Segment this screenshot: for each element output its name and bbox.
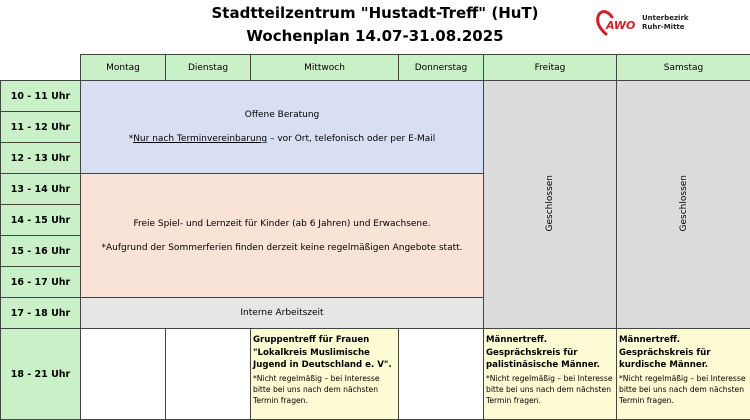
day-header-freitag: Freitag <box>484 55 617 81</box>
page-subtitle: Wochenplan 14.07-31.08.2025 <box>120 27 630 45</box>
evening-montag <box>81 329 166 420</box>
evening-freitag-event <box>484 329 617 420</box>
event-note: *Nicht regelmäßig – bei Interesse bitte bei uns nach dem nächsten Termin fragen. <box>486 373 613 406</box>
block-offene-beratung <box>81 81 484 174</box>
time-label: 18 - 21 Uhr <box>1 329 81 420</box>
event-title: Männertreff. Gesprächskreis für palistinäsische Männer. <box>486 334 613 372</box>
evening-dienstag <box>166 329 251 420</box>
day-header-montag: Montag <box>81 55 166 81</box>
day-header-samstag: Samstag <box>617 55 750 81</box>
time-label: 15 - 16 Uhr <box>1 236 81 267</box>
awo-logo <box>596 8 706 38</box>
logo-org <box>642 14 689 32</box>
day-header-dienstag: Dienstag <box>166 55 251 81</box>
block-interne-arbeitszeit: Interne Arbeitszeit <box>81 298 484 329</box>
block-closed-friday <box>484 81 617 329</box>
block-closed-saturday <box>617 81 750 329</box>
spiel-title: Freie Spiel- und Lernzeit für Kinder (ab 6 Jahren) und Erwachsene. <box>81 219 483 229</box>
evening-mittwoch-event <box>251 329 399 420</box>
time-label: 17 - 18 Uhr <box>1 298 81 329</box>
evening-donnerstag <box>399 329 484 420</box>
logo-org-line2: Ruhr-Mitte <box>642 23 689 32</box>
weekly-schedule-table <box>0 54 750 420</box>
time-label: 16 - 17 Uhr <box>1 267 81 298</box>
closed-label: Geschlossen <box>679 175 689 231</box>
block-freie-spielzeit <box>81 174 484 298</box>
closed-label: Geschlossen <box>545 175 555 231</box>
corner-cell <box>1 55 81 81</box>
spiel-note: *Aufgrund der Sommerferien finden derzeit keine regelmäßigen Angebote statt. <box>81 243 483 253</box>
time-label: 13 - 14 Uhr <box>1 174 81 205</box>
evening-samstag-event <box>617 329 750 420</box>
event-title: Männertreff. Gesprächskreis für kurdische Männer. <box>619 334 747 372</box>
logo-org-line1: Unterbezirk <box>642 14 689 23</box>
time-label: 11 - 12 Uhr <box>1 112 81 143</box>
event-note: *Nicht regelmäßig – bei Interesse bitte bei uns nach dem nächsten Termin fragen. <box>619 373 747 406</box>
time-label: 14 - 15 Uhr <box>1 205 81 236</box>
beratung-title: Offene Beratung <box>81 110 483 120</box>
day-header-donnerstag: Donnerstag <box>399 55 484 81</box>
time-label: 12 - 13 Uhr <box>1 143 81 174</box>
beratung-note: *Nur nach Terminvereinbarung – vor Ort, telefonisch oder per E-Mail <box>81 134 483 144</box>
event-note: *Nicht regelmäßig – bei Interesse bitte bei uns nach dem nächsten Termin fragen. <box>253 373 395 406</box>
day-header-mittwoch: Mittwoch <box>251 55 399 81</box>
awo-heart-icon <box>596 8 642 38</box>
header <box>0 0 750 54</box>
event-title: Gruppentreff für Frauen "Lokalkreis Muslimische Jugend in Deutschland e. V". <box>253 334 395 372</box>
logo-brand: AWO <box>605 19 635 32</box>
page-title: Stadtteilzentrum "Hustadt-Treff" (HuT) <box>120 4 630 22</box>
time-label: 10 - 11 Uhr <box>1 81 81 112</box>
